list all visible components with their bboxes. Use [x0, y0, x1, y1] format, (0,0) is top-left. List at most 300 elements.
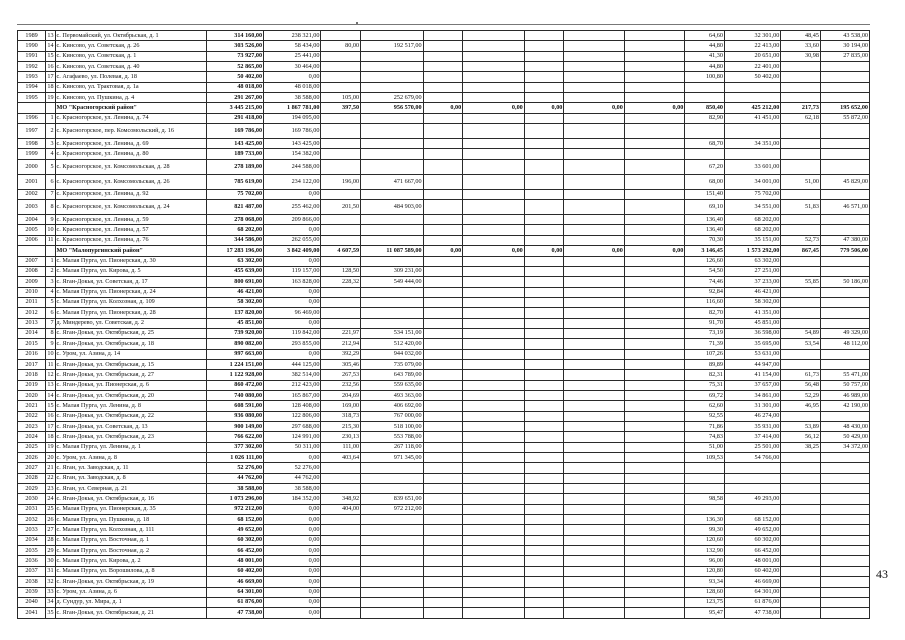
cost-c-cell: 36 598,00 [724, 328, 780, 338]
table-row [18, 597, 870, 607]
total-cost-cell: 900 149,00 [206, 422, 263, 432]
table-row [18, 200, 870, 215]
extra-1-cell [524, 608, 564, 618]
sub-number-cell: 30 [46, 556, 55, 566]
area-a-cell [321, 113, 361, 123]
area-a-cell [321, 608, 361, 618]
cost-c-cell: 60 302,00 [724, 535, 780, 545]
extra-1-cell [524, 82, 564, 92]
row-number-cell: 2022 [18, 411, 46, 421]
address-cell: с. Красногорское, ул. Комсомольская, д. 26 [55, 174, 206, 189]
total-cost-cell: 61 876,00 [206, 597, 263, 607]
fund-cost-cell: 154 382,00 [264, 149, 321, 159]
row-number-cell: 2014 [18, 328, 46, 338]
table-row [18, 41, 870, 51]
area-c-cell: 74,46 [685, 277, 725, 287]
area-a-cell [321, 256, 361, 266]
address-cell: с. Кинсово, ул. Пушкина, д. 4 [55, 93, 206, 103]
cost-c-cell [724, 93, 780, 103]
extra-3-cell [624, 62, 684, 72]
area-c-cell: 136,40 [685, 215, 725, 225]
table-row [18, 535, 870, 545]
cost-d-cell [820, 287, 869, 297]
extra-1-cell [524, 277, 564, 287]
total-cost-cell: 278 068,00 [206, 215, 263, 225]
cost-b-cell: 0,00 [463, 246, 525, 256]
extra-1-cell [524, 174, 564, 189]
table-row [18, 113, 870, 123]
address-cell: МО "Красногорский район" [55, 103, 206, 113]
total-cost-cell: 68 152,00 [206, 515, 263, 525]
sub-number-cell: 16 [46, 62, 55, 72]
cost-c-cell: 27 251,00 [724, 266, 780, 276]
area-c-cell [685, 504, 725, 514]
area-d-cell: 51,83 [781, 200, 821, 215]
area-b-cell [423, 93, 463, 103]
cost-d-cell: 55 471,00 [820, 370, 869, 380]
cost-d-cell [820, 215, 869, 225]
cost-d-cell [820, 124, 869, 139]
row-number-cell: 2031 [18, 504, 46, 514]
area-b-cell: 0,00 [423, 246, 463, 256]
cost-a-cell [361, 124, 424, 139]
area-d-cell: 53,89 [781, 422, 821, 432]
area-a-cell [321, 318, 361, 328]
fund-cost-cell: 58 434,00 [264, 41, 321, 51]
total-cost-cell: 739 920,00 [206, 328, 263, 338]
row-number-cell: 2036 [18, 556, 46, 566]
extra-2-cell: 0,00 [564, 103, 624, 113]
cost-b-cell [463, 139, 525, 149]
area-b-cell [423, 41, 463, 51]
area-b-cell [423, 174, 463, 189]
sub-number-cell [46, 103, 55, 113]
area-d-cell [781, 577, 821, 587]
total-cost-cell: 291 418,00 [206, 113, 263, 123]
extra-1-cell [524, 287, 564, 297]
extra-3-cell [624, 370, 684, 380]
address-cell: с. Уром, ул. Азина, д. 14 [55, 349, 206, 359]
extra-1-cell [524, 473, 564, 483]
table-row [18, 174, 870, 189]
area-d-cell: 30,98 [781, 51, 821, 61]
cost-b-cell [463, 297, 525, 307]
area-c-cell: 132,90 [685, 546, 725, 556]
extra-1-cell [524, 370, 564, 380]
row-number-cell: 2002 [18, 189, 46, 199]
extra-1-cell [524, 339, 564, 349]
area-c-cell: 82,90 [685, 113, 725, 123]
table-row [18, 349, 870, 359]
extra-1-cell [524, 51, 564, 61]
extra-2-cell [564, 287, 624, 297]
address-cell: с. Малая Пурга, ул. Восточная, д. 1 [55, 535, 206, 545]
fund-cost-cell: 444 125,00 [264, 359, 321, 369]
extra-3-cell [624, 287, 684, 297]
total-cost-cell: 821 487,00 [206, 200, 263, 215]
cost-c-cell: 31 301,00 [724, 401, 780, 411]
area-b-cell [423, 463, 463, 473]
cost-c-cell: 22 413,00 [724, 41, 780, 51]
area-d-cell: 54,89 [781, 328, 821, 338]
area-a-cell: 80,00 [321, 41, 361, 51]
cost-b-cell [463, 62, 525, 72]
sub-number-cell: 13 [46, 380, 55, 390]
fund-cost-cell: 0,00 [264, 566, 321, 576]
fund-cost-cell: 293 855,00 [264, 339, 321, 349]
table-row [18, 93, 870, 103]
extra-3-cell [624, 422, 684, 432]
cost-d-cell [820, 494, 869, 504]
page-number: 43 [876, 567, 888, 581]
total-cost-cell: 143 425,00 [206, 139, 263, 149]
extra-3-cell [624, 328, 684, 338]
area-b-cell [423, 215, 463, 225]
sub-number-cell: 22 [46, 473, 55, 483]
cost-d-cell: 45 829,00 [820, 174, 869, 189]
area-d-cell [781, 189, 821, 199]
extra-1-cell [524, 525, 564, 535]
cost-c-cell: 25 501,00 [724, 442, 780, 452]
cost-b-cell [463, 359, 525, 369]
row-number-cell: 2027 [18, 463, 46, 473]
extra-3-cell [624, 82, 684, 92]
total-cost-cell: 45 851,00 [206, 318, 263, 328]
cost-b-cell [463, 494, 525, 504]
fund-cost-cell: 194 095,00 [264, 113, 321, 123]
row-number-cell: 2035 [18, 546, 46, 556]
total-cost-cell: 47 738,00 [206, 608, 263, 618]
fund-cost-cell: 0,00 [264, 515, 321, 525]
cost-a-cell [361, 215, 424, 225]
row-number-cell: 2019 [18, 380, 46, 390]
table-row [18, 359, 870, 369]
table-row [18, 62, 870, 72]
cost-c-cell: 46 669,00 [724, 577, 780, 587]
cost-d-cell [820, 359, 869, 369]
cost-a-cell: 971 345,00 [361, 453, 424, 463]
cost-a-cell: 11 087 589,00 [361, 246, 424, 256]
cost-b-cell [463, 256, 525, 266]
extra-1-cell [524, 139, 564, 149]
area-a-cell [321, 62, 361, 72]
sub-number-cell: 14 [46, 390, 55, 400]
sub-number-cell: 21 [46, 463, 55, 473]
extra-2-cell [564, 308, 624, 318]
area-a-cell: 392,29 [321, 349, 361, 359]
area-c-cell: 69,10 [685, 200, 725, 215]
total-cost-cell: 291 267,00 [206, 93, 263, 103]
cost-c-cell: 46 274,00 [724, 411, 780, 421]
row-number-cell: 2040 [18, 597, 46, 607]
area-a-cell: 305,46 [321, 359, 361, 369]
area-b-cell [423, 189, 463, 199]
fund-cost-cell: 0,00 [264, 546, 321, 556]
table-row [18, 442, 870, 452]
extra-3-cell [624, 494, 684, 504]
cost-d-cell: 55 872,00 [820, 113, 869, 123]
district-summary-row [18, 246, 870, 256]
cost-a-cell: 735 079,00 [361, 359, 424, 369]
fund-cost-cell: 25 441,00 [264, 51, 321, 61]
address-cell: с. Малая Пурга, ул. Кирова, д. 5 [55, 266, 206, 276]
cost-c-cell: 48 001,00 [724, 556, 780, 566]
area-b-cell [423, 159, 463, 174]
area-b-cell [423, 484, 463, 494]
table-row [18, 401, 870, 411]
extra-1-cell: 0,00 [524, 103, 564, 113]
cost-c-cell: 34 861,00 [724, 390, 780, 400]
area-a-cell: 105,00 [321, 93, 361, 103]
cost-d-cell [820, 149, 869, 159]
table-row [18, 370, 870, 380]
cost-a-cell: 956 570,00 [361, 103, 424, 113]
area-b-cell [423, 113, 463, 123]
total-cost-cell: 766 622,00 [206, 432, 263, 442]
area-d-cell: 33,60 [781, 41, 821, 51]
cost-c-cell: 20 651,00 [724, 51, 780, 61]
total-cost-cell: 314 160,00 [206, 31, 263, 41]
extra-2-cell [564, 297, 624, 307]
area-d-cell [781, 525, 821, 535]
row-number-cell: 1990 [18, 41, 46, 51]
cost-b-cell [463, 504, 525, 514]
area-a-cell [321, 308, 361, 318]
extra-3-cell [624, 608, 684, 618]
extra-2-cell [564, 597, 624, 607]
extra-2-cell [564, 139, 624, 149]
extra-3-cell [624, 401, 684, 411]
extra-1-cell [524, 442, 564, 452]
cost-d-cell: 48 112,00 [820, 339, 869, 349]
fund-cost-cell: 0,00 [264, 189, 321, 199]
cost-d-cell: 47 380,00 [820, 235, 869, 245]
area-a-cell [321, 287, 361, 297]
cost-c-cell: 44 947,00 [724, 359, 780, 369]
sub-number-cell: 34 [46, 597, 55, 607]
area-b-cell [423, 82, 463, 92]
cost-d-cell [820, 411, 869, 421]
cost-c-cell [724, 149, 780, 159]
extra-1-cell [524, 566, 564, 576]
cost-d-cell: 779 506,00 [820, 246, 869, 256]
extra-2-cell [564, 93, 624, 103]
cost-a-cell [361, 597, 424, 607]
area-c-cell [685, 93, 725, 103]
extra-2-cell [564, 41, 624, 51]
extra-2-cell [564, 149, 624, 159]
cost-c-cell: 1 573 292,00 [724, 246, 780, 256]
cost-c-cell: 60 402,00 [724, 566, 780, 576]
area-c-cell: 44,80 [685, 62, 725, 72]
row-number-cell: 1997 [18, 124, 46, 139]
area-b-cell: 0,00 [423, 103, 463, 113]
row-number-cell: 2033 [18, 525, 46, 535]
area-b-cell [423, 566, 463, 576]
cost-a-cell [361, 72, 424, 82]
cost-a-cell [361, 463, 424, 473]
total-cost-cell: 66 452,00 [206, 546, 263, 556]
table-body [18, 31, 870, 619]
cost-a-cell: 309 231,00 [361, 266, 424, 276]
area-d-cell [781, 297, 821, 307]
area-b-cell [423, 51, 463, 61]
row-number-cell: 2026 [18, 453, 46, 463]
scan-mark [356, 22, 358, 24]
cost-a-cell [361, 225, 424, 235]
table-row [18, 318, 870, 328]
total-cost-cell: 608 591,00 [206, 401, 263, 411]
extra-2-cell [564, 266, 624, 276]
cost-a-cell: 406 692,00 [361, 401, 424, 411]
row-number-cell: 2037 [18, 566, 46, 576]
fund-cost-cell: 143 425,00 [264, 139, 321, 149]
cost-a-cell [361, 31, 424, 41]
address-cell: с. Яган, ул. Северная, д. 21 [55, 484, 206, 494]
row-number-cell: 2012 [18, 308, 46, 318]
area-c-cell: 151,40 [685, 189, 725, 199]
area-d-cell [781, 484, 821, 494]
area-c-cell: 850,40 [685, 103, 725, 113]
address-cell: с. Яган-Докья, ул. Октябрьская, д. 27 [55, 370, 206, 380]
cost-b-cell [463, 41, 525, 51]
extra-2-cell [564, 359, 624, 369]
cost-a-cell: 267 118,00 [361, 442, 424, 452]
cost-d-cell [820, 556, 869, 566]
cost-b-cell [463, 608, 525, 618]
area-d-cell [781, 566, 821, 576]
extra-3-cell [624, 31, 684, 41]
area-a-cell [321, 577, 361, 587]
cost-d-cell [820, 587, 869, 597]
cost-d-cell [820, 189, 869, 199]
extra-1-cell [524, 189, 564, 199]
cost-b-cell [463, 113, 525, 123]
table-row [18, 266, 870, 276]
cost-a-cell [361, 189, 424, 199]
total-cost-cell: 800 691,00 [206, 277, 263, 287]
cost-a-cell [361, 113, 424, 123]
extra-3-cell [624, 577, 684, 587]
area-d-cell: 61,73 [781, 370, 821, 380]
row-number-cell: 2006 [18, 235, 46, 245]
total-cost-cell: 344 586,00 [206, 235, 263, 245]
cost-b-cell [463, 266, 525, 276]
area-c-cell: 73,19 [685, 328, 725, 338]
extra-3-cell [624, 200, 684, 215]
area-a-cell [321, 587, 361, 597]
sub-number-cell: 3 [46, 277, 55, 287]
address-cell: с. Яган-Докья, ул. Пионерская, д. 6 [55, 380, 206, 390]
area-a-cell: 232,56 [321, 380, 361, 390]
extra-3-cell [624, 113, 684, 123]
area-a-cell: 212,94 [321, 339, 361, 349]
area-b-cell [423, 235, 463, 245]
cost-c-cell: 32 301,00 [724, 31, 780, 41]
extra-3-cell [624, 525, 684, 535]
cost-b-cell [463, 401, 525, 411]
area-a-cell: 196,00 [321, 174, 361, 189]
cost-c-cell: 34 351,00 [724, 139, 780, 149]
extra-3-cell [624, 159, 684, 174]
cost-d-cell [820, 62, 869, 72]
address-cell: с. Красногорское, ул. Ленина, д. 59 [55, 215, 206, 225]
extra-1-cell [524, 308, 564, 318]
cost-d-cell [820, 318, 869, 328]
extra-3-cell [624, 93, 684, 103]
table-row [18, 411, 870, 421]
area-d-cell [781, 608, 821, 618]
cost-b-cell [463, 308, 525, 318]
table-row [18, 432, 870, 442]
table-row [18, 380, 870, 390]
sub-number-cell: 14 [46, 41, 55, 51]
cost-b-cell [463, 380, 525, 390]
area-d-cell [781, 318, 821, 328]
cost-d-cell [820, 308, 869, 318]
sub-number-cell: 32 [46, 577, 55, 587]
extra-2-cell [564, 494, 624, 504]
address-cell: с. Малая Пурга, ул. Пионерская, д. 28 [55, 308, 206, 318]
cost-a-cell: 944 032,00 [361, 349, 424, 359]
cost-b-cell [463, 287, 525, 297]
row-number-cell: 2011 [18, 297, 46, 307]
cost-a-cell [361, 484, 424, 494]
sub-number-cell: 2 [46, 124, 55, 139]
extra-3-cell [624, 432, 684, 442]
area-a-cell [321, 597, 361, 607]
total-cost-cell: 1 122 928,00 [206, 370, 263, 380]
cost-a-cell: 534 151,00 [361, 328, 424, 338]
area-d-cell [781, 62, 821, 72]
extra-1-cell [524, 93, 564, 103]
extra-3-cell [624, 535, 684, 545]
cost-b-cell [463, 463, 525, 473]
extra-1-cell [524, 318, 564, 328]
cost-b-cell: 0,00 [463, 103, 525, 113]
address-cell: с. Яган-Докья, ул. Октябрьская, д. 20 [55, 390, 206, 400]
cost-b-cell [463, 82, 525, 92]
sub-number-cell: 5 [46, 159, 55, 174]
address-cell: с. Яган-Докья, ул. Октябрьская, д. 18 [55, 339, 206, 349]
area-a-cell: 111,00 [321, 442, 361, 452]
table-row [18, 556, 870, 566]
row-number-cell: 2034 [18, 535, 46, 545]
extra-1-cell [524, 328, 564, 338]
fund-cost-cell: 0,00 [264, 556, 321, 566]
area-c-cell [685, 473, 725, 483]
row-number-cell: 1995 [18, 93, 46, 103]
cost-d-cell: 48 430,00 [820, 422, 869, 432]
extra-3-cell: 0,00 [624, 103, 684, 113]
address-cell: с. Малая Пурга, ул. Ленина, д. 1 [55, 442, 206, 452]
area-a-cell: 4 607,59 [321, 246, 361, 256]
extra-1-cell [524, 390, 564, 400]
sub-number-cell: 6 [46, 308, 55, 318]
row-number-cell: 1991 [18, 51, 46, 61]
cost-c-cell: 66 452,00 [724, 546, 780, 556]
extra-3-cell [624, 380, 684, 390]
extra-1-cell [524, 535, 564, 545]
extra-2-cell [564, 349, 624, 359]
total-cost-cell: 46 421,00 [206, 287, 263, 297]
sub-number-cell: 10 [46, 225, 55, 235]
cost-b-cell [463, 597, 525, 607]
sub-number-cell: 15 [46, 51, 55, 61]
extra-3-cell [624, 390, 684, 400]
area-d-cell: 867,45 [781, 246, 821, 256]
area-b-cell [423, 473, 463, 483]
